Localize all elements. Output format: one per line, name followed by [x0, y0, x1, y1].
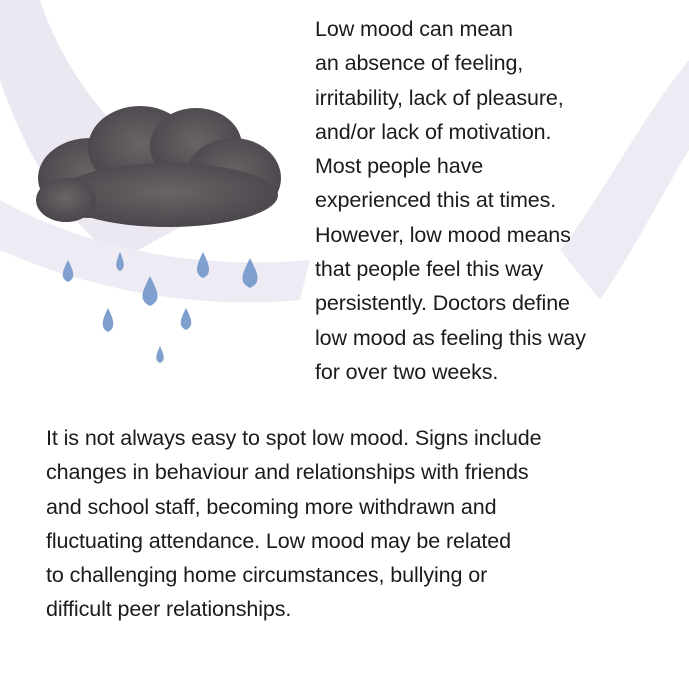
raindrops — [63, 252, 258, 363]
intro-line: However, low mood means — [315, 222, 571, 247]
rain-cloud-icon — [28, 100, 298, 380]
intro-line: irritability, lack of pleasure, — [315, 85, 564, 110]
signs-line: to challenging home circumstances, bullying or — [46, 563, 488, 588]
intro-line: Low mood can mean — [315, 17, 513, 41]
intro-line: persistently. Doctors define — [315, 291, 570, 316]
intro-paragraph — [315, 12, 675, 389]
signs-line: and school staff, becoming more withdrawn and — [46, 494, 497, 519]
signs-paragraph — [46, 421, 676, 627]
raindrop — [181, 308, 192, 330]
signs-line: It is not always easy to spot low mood. Signs include — [46, 426, 542, 450]
raindrop — [197, 252, 209, 278]
raindrop — [63, 260, 74, 282]
raindrop — [156, 346, 164, 363]
signs-line: difficult peer relationships. — [46, 597, 292, 622]
raindrop — [116, 252, 124, 271]
raindrop — [103, 308, 114, 332]
raindrop — [142, 276, 157, 306]
cloud-shape — [36, 106, 281, 227]
intro-line: and/or lack of motivation. — [315, 119, 552, 144]
intro-line: Most people have — [315, 154, 484, 179]
signs-line: fluctuating attendance. Low mood may be related — [46, 528, 512, 553]
intro-line: an absence of feeling, — [315, 51, 524, 76]
intro-line: experienced this at times. — [315, 188, 557, 213]
intro-line: that people feel this way — [315, 257, 544, 282]
signs-line: changes in behaviour and relationships with friends — [46, 460, 529, 485]
intro-line: for over two weeks. — [315, 359, 499, 384]
raindrop — [242, 258, 257, 288]
intro-line: low mood as feeling this way — [315, 325, 586, 350]
